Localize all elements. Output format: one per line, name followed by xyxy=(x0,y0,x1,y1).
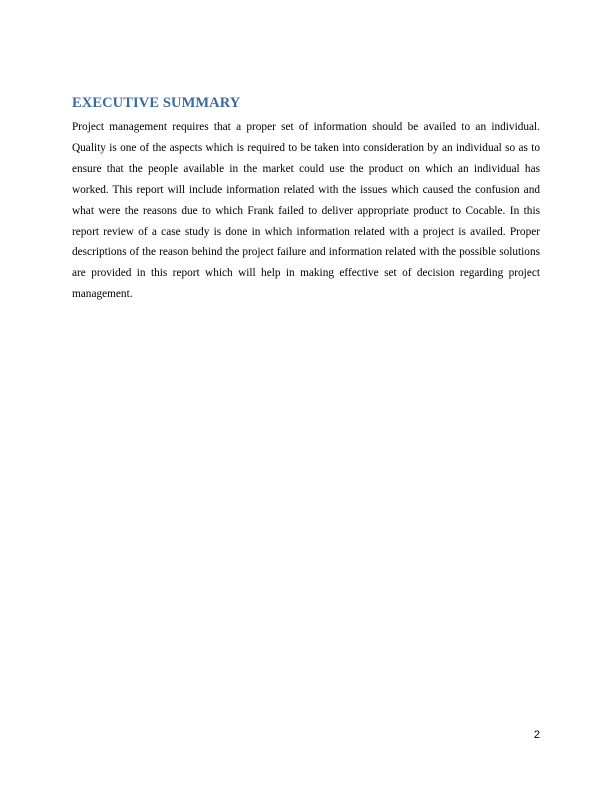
section-heading: EXECUTIVE SUMMARY xyxy=(72,95,241,111)
page-number: 2 xyxy=(533,729,540,741)
summary-paragraph: Project management requires that a proper set of information should be availed to an individual. Quality is one of the aspects which is required to be taken into consideration by an individual so as to ensure that the people available in the market could use the product on which an individual has worked. This report will include information related with the issues which caused the confusion and what were the reasons due to which Frank failed to deliver appropriate product to Cocable. In this report review of a case study is done in which information related with a project is availed. Proper descriptions of the reason behind the project failure and information related with the possible solutions are provided in this report which will help in making effective set of decision regarding project management. xyxy=(72,121,540,301)
